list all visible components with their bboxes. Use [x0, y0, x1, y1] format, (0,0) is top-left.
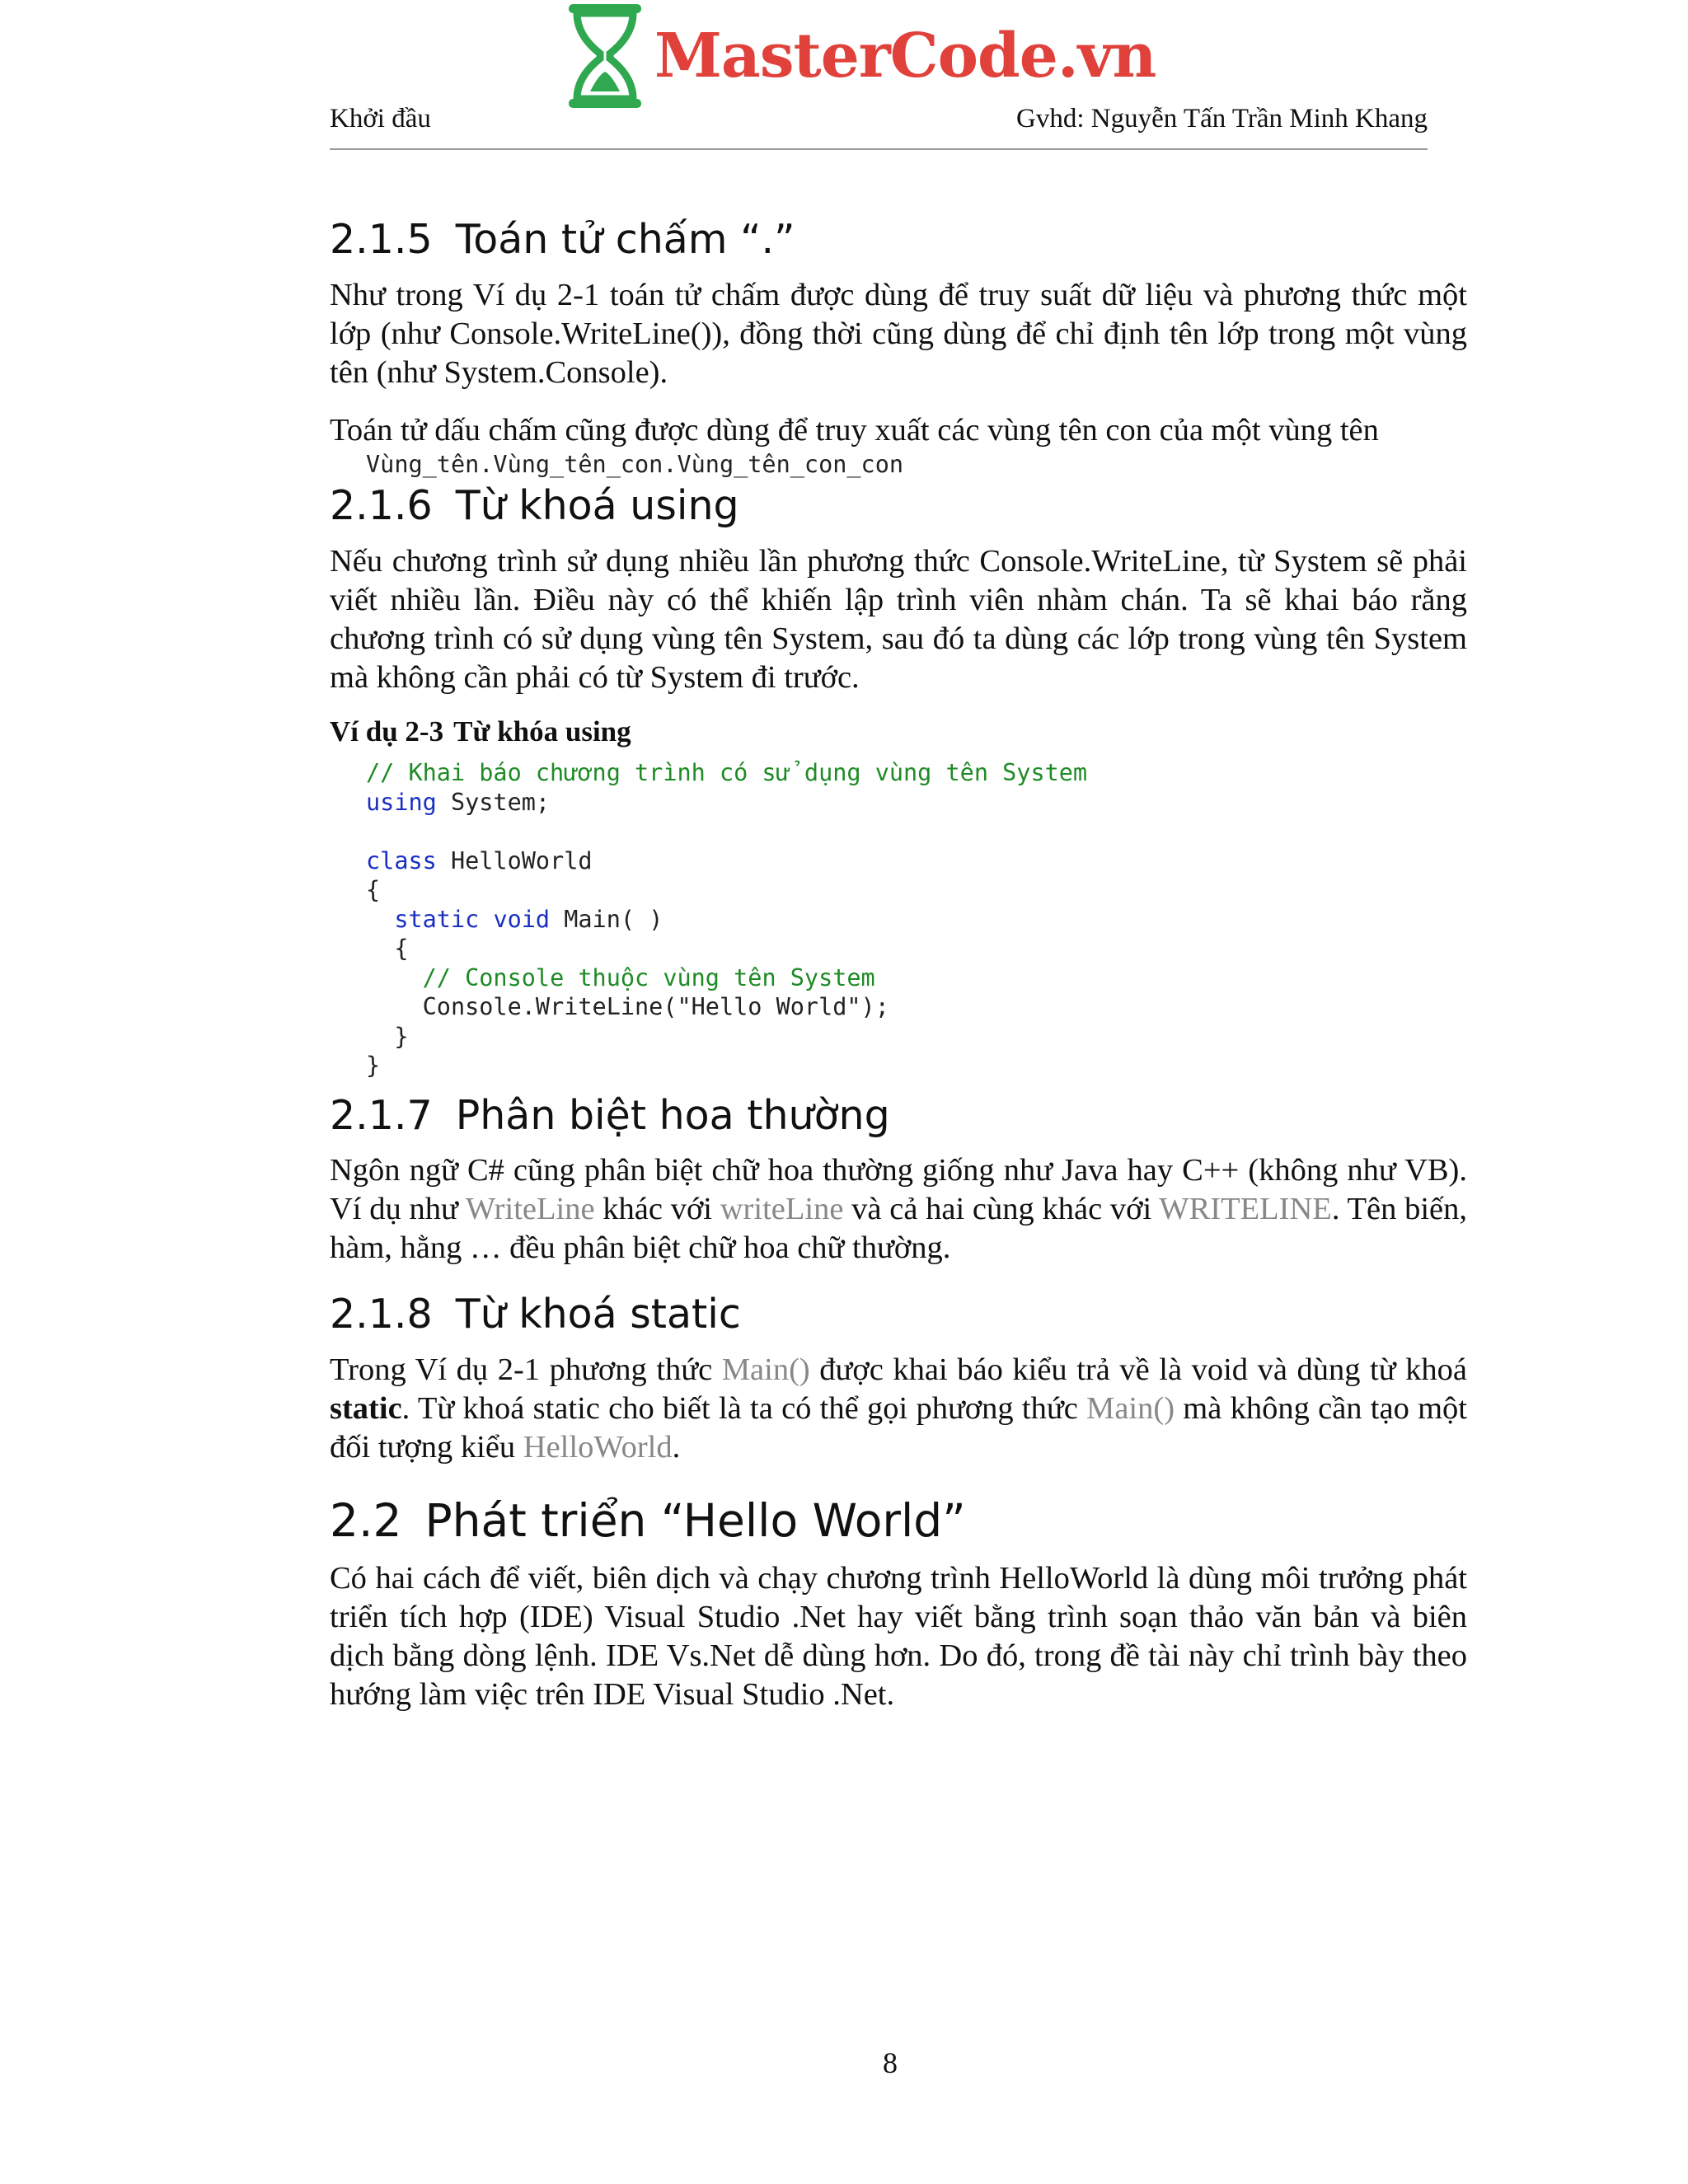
section-heading-2-1-8: 2.1.8 Từ khoá static — [330, 1291, 741, 1338]
logo-text: MasterCode.vn — [654, 21, 1156, 91]
example-caption: Ví dụ 2-3 Từ khóa using — [330, 715, 631, 748]
page-content — [330, 216, 1467, 1714]
header-divider — [330, 148, 1428, 150]
paragraph: Ngôn ngữ C# cũng phân biệt chữ hoa thường giống như Java hay C++ (không như VB). Ví dụ như WriteLine khác với writeLine và cả hai cùng khác với WRITELINE. Tên biến, hàm, hằng … đều phân biệt chữ hoa chữ thường. — [330, 1153, 1467, 1266]
paragraph: Toán tử dấu chấm cũng được dùng để truy xuất các vùng tên con của một vùng tên — [330, 412, 1379, 448]
section-heading-2-1-6: 2.1.6 Từ khoá using — [330, 482, 739, 530]
running-header-left: Khởi đầu — [330, 104, 431, 134]
logo — [565, 2, 1156, 110]
running-header-right: Gvhd: Nguyễn Tấn Trần Minh Khang — [1016, 104, 1428, 134]
section-heading-2-2: 2.2 Phát triển “Hello World” — [330, 1494, 966, 1548]
paragraph: Trong Ví dụ 2-1 phương thức Main() được khai báo kiểu trả về là void và dùng từ khoá static. Từ khoá static cho biết là ta có thể gọi phương thức Main() mà không cần tạo một đối tượng kiểu HelloWorld. — [330, 1352, 1467, 1465]
page-number: 8 — [883, 2046, 898, 2079]
paragraph: Như trong Ví dụ 2-1 toán tử chấm được dùng để truy suất dữ liệu và phương thức một lớp (như Console.WriteLine()), đồng thời cũng dùng để chỉ định tên lớp trong một vùng tên (như System.Console). — [330, 277, 1467, 390]
hourglass-icon — [565, 2, 645, 110]
code-line: Vùng_tên.Vùng_tên_con.Vùng_tên_con_con — [366, 450, 904, 478]
code-block: // Khai báo chương trình có sử dụng vùng tên System using System; class HelloWorld { static void Main( ) { // Console thuộc vùng tên System Console.WriteLine("Hello World"); } } — [366, 759, 1088, 1080]
section-heading-2-1-5: 2.1.5 Toán tử chấm “.” — [330, 216, 795, 263]
paragraph: Có hai cách để viết, biên dịch và chạy chương trình HelloWorld là dùng môi trưởng phát triển tích hợp (IDE) Visual Studio .Net hay viết bằng trình soạn thảo văn bản và biên dịch bằng dòng lệnh. IDE Vs.Net dễ dùng hơn. Do đó, trong đề tài này chỉ trình bày theo hướng làm việc trên IDE Visual Studio .Net. — [330, 1561, 1467, 1713]
section-heading-2-1-7: 2.1.7 Phân biệt hoa thường — [330, 1091, 890, 1139]
paragraph: Nếu chương trình sử dụng nhiều lần phương thức Console.WriteLine, từ System sẽ phải viết nhiều lần. Điều này có thể khiến lập trình viên nhàm chán. Ta sẽ khai báo rằng chương trình có sử dụng vùng tên System, sau đó ta dùng các lớp trong vùng tên System mà không cần phải có từ System đi trước. — [330, 544, 1467, 696]
